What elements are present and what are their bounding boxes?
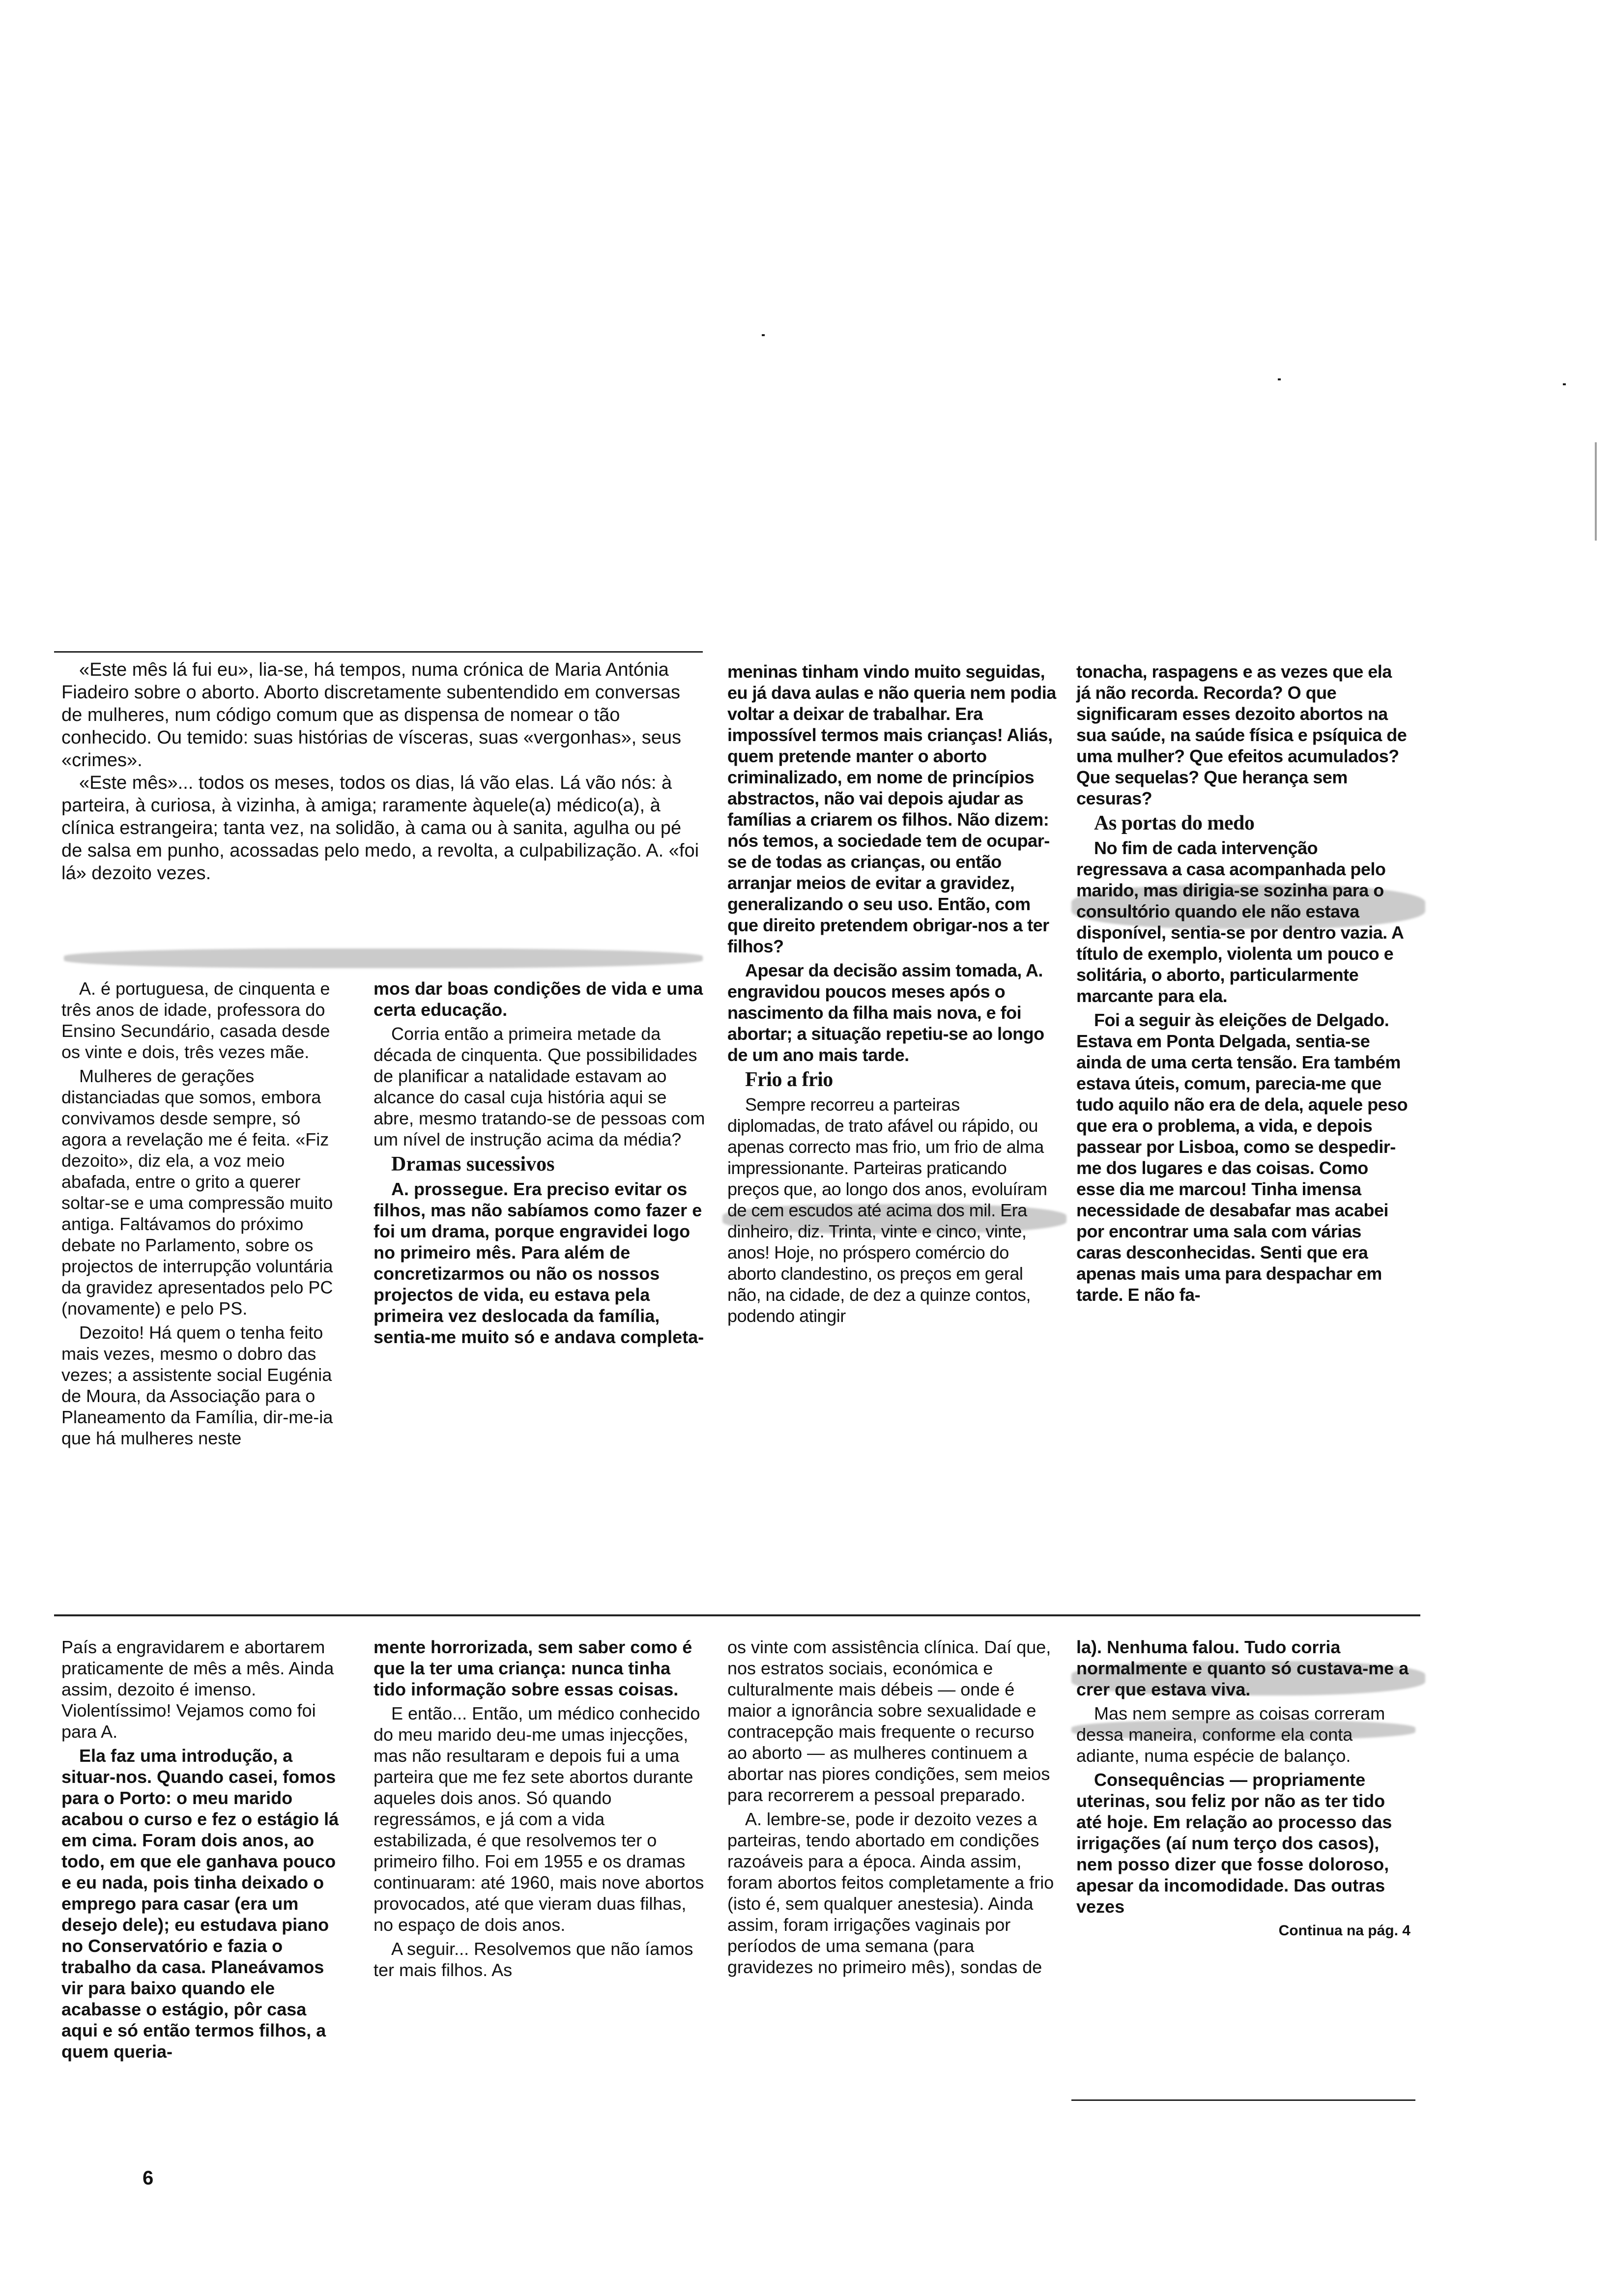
col2-top-p1: Corria então a primeira metade da década de cinquenta. Que possibilidades de planificar a natalidade estavam ao alcance do casal cuja história aqui se abre, mesmo tratando-se de pessoas com um nível de instrução acima da média? [374, 1024, 705, 1149]
col1-top-p2: Mulheres de gerações distanciadas que somos, embora convivamos desde sempre, só agora a revelação me é feita. «Fiz dezoito», diz ela, a voz meio abafada, entre o grito a querer soltar-se e uma compressão muito antiga. Faltávamos do próximo debate no Parlamento, sobre os projectos de interrupção voluntária da gravidez apresentados pelo PC (novamente) e pelo PS. [61, 1066, 333, 1319]
scan-edge-line [1595, 442, 1597, 541]
col3-bot-p1: os vinte com assistência clínica. Daí que, nos estratos sociais, económica e culturalmente mais débeis — onde é maior a ignorância sobre sexualidade e contracepção mais frequente o recurso ao aborto — as mulheres continuem a abortar nas piores condições, sem meios para recorrerem a pessoal preparado. [727, 1637, 1051, 1805]
col1-top-p3: Dezoito! Há quem o tenha feito mais vezes, mesmo o dobro das vezes; a assistente social Eugénia de Moura, da Associação para o Planeamento da Família, dir-me-ia que há mulheres neste [61, 1322, 333, 1448]
col3-bot-p2: A. lembre-se, pode ir dezoito vezes a parteiras, tendo abortado em condições razoáveis para a época. Ainda assim, foram abortos feitos completamente a frio (isto é, sem qualquer anestesia). Ainda assim, foram irrigações vaginais por períodos de uma semana (para gravidezes no primeiro mês), sondas de [727, 1809, 1054, 1977]
col3-top-p1: meninas tinham vindo muito seguidas, eu já dava aulas e não queria nem podia voltar a deixar de trabalhar. Era impossível termos mais crianças! Aliás, quem pretende manter o aborto criminalizado, em nome de princípios abstractos, não vai depois ajudar as famílias a criarem os filhos. Não dizem: nós temos, a sociedade tem de ocupar-se de todas as crianças, ou então arranjar meios de evitar a gravidez, generalizando o seu uso. Então, com que direito pretendem obrigar-nos a ter filhos? [727, 661, 1056, 956]
col2-top-lead: mos dar boas condições de vida e uma certa educação. [374, 978, 703, 1020]
scan-smudge [1071, 885, 1425, 929]
top-rule [54, 651, 703, 653]
col2-top-p2: A. prossegue. Era preciso evitar os filhos, mas não sabíamos como fazer e foi um drama, porque engravidei logo no primeiro mês. Para além de concretizarmos ou não os nossos projectos de vida, eu estava pela primeira vez deslocada da família, sentia-me muito só e andava completa- [374, 1179, 704, 1347]
bottom-rule [1071, 2099, 1415, 2101]
col2-bot-p2: E então... Então, um médico conhecido do meu marido deu-me umas injecções, mas não resultaram e depois fui a uma parteira que me fez sete abortos durante aqueles dois anos. Só quando regressámos, e já com a vida estabilizada, é que resolvemos ter o primeiro filho. Foi em 1955 e os dramas continuaram: até 1960, mais nove abortos provocados, até que vieram duas filhas, no espaço de dois anos. [374, 1703, 704, 1935]
scan-smudge [1071, 1720, 1415, 1740]
scan-speck [762, 334, 765, 336]
page-number: 6 [143, 2167, 154, 2189]
col4-top-p2: No fim de cada intervenção regressava a casa acompanhada pelo marido, mas dirigia-se sozinha para o consultório quando ele não estava disponível, sentia-se por dentro vazia. A título de exemplo, violenta um pouco e solitária, o aborto, particularmente marcante para ela. [1076, 838, 1403, 1006]
col1-top-p1: A. é portuguesa, de cinquenta e três anos de idade, professora do Ensino Secundário, casada desde os vinte e dois, três vezes mãe. [61, 978, 330, 1062]
section-heading-portas: As portas do medo [1094, 812, 1255, 834]
col4-top-p1: tonacha, raspagens e as vezes que ela já não recorda. Recorda? O que significaram esses dezoito abortos na sua saúde, na saúde física e psíquica de uma mulher? Que efeitos acumulados? Que sequelas? Que herança sem cesuras? [1076, 661, 1407, 808]
scan-speck [1563, 383, 1566, 385]
scan-smudge [1071, 1661, 1425, 1695]
col2-bot-p1: mente horrorizada, sem saber como é que la ter uma criança: nunca tinha tido informação sobre essas coisas. [374, 1637, 692, 1699]
col2-bot-p3: A seguir... Resolvemos que não íamos ter mais filhos. As [374, 1939, 693, 1980]
intro-text [61, 659, 700, 885]
col4-bot-p2: Mas nem sempre as coisas correram dessa maneira, conforme ela conta adiante, numa espécie de balanço. [1076, 1703, 1385, 1766]
col3-top-p2: Apesar da decisão assim tomada, A. engravidou poucos meses após o nascimento da filha mais nova, e foi abortar; a situação repetiu-se ao longo de um ano mais tarde. [727, 960, 1044, 1065]
section-heading-frio: Frio a frio [745, 1068, 833, 1091]
col4-bot-p3: Consequências — propriamente uterinas, sou feliz por não as ter tido até hoje. Em relação ao processo das irrigações (aí num terço dos casos), nem posso dizer que fosse doloroso, apesar da incomodidade. Das outras vezes [1076, 1770, 1392, 1917]
continued-notice: Continua na pág. 4 [1278, 1923, 1410, 1939]
column-1-top [61, 978, 342, 1452]
scan-speck [1278, 378, 1281, 380]
col4-top-p3: Foi a seguir às eleições de Delgado. Estava em Ponta Delgada, sentia-se ainda de uma certa tensão. Era também estava úteis, comum, parecia-me que tudo aquilo não era de dela, aquele peso que era o problema, a vida, e depois passear por Lisboa, como se despedir-me dos lugares e das coisas. Como esse dia me marcou! Tinha imensa necessidade de desabafar mas acabei por encontrar uma sala com várias caras desconhecidas. Senti que era apenas mais uma para despachar em tarde. E não fa- [1076, 1010, 1408, 1305]
col4-bot-p1: la). Nenhuma falou. Tudo corria normalmente e quanto só custava-me a crer que estava viva. [1076, 1637, 1409, 1699]
section-divider [54, 1614, 1420, 1616]
scan-smudge [64, 948, 703, 968]
intro-paragraph-2: «Este mês»... todos os meses, todos os dias, lá vão elas. Lá vão nós: à parteira, à curiosa, à vizinha, à amiga; raramente àquele(a) médico(a), à clínica estrangeira; tanta vez, na solidão, à cama ou à sanita, agulha ou pé de salsa em punho, acossadas pelo medo, a revolta, a culpabilização. A. «foi lá» dezoito vezes. [61, 773, 699, 884]
section-heading-dramas: Dramas sucessivos [391, 1153, 555, 1176]
column-3-bottom [727, 1636, 1057, 1980]
intro-paragraph-1: «Este mês lá fui eu», lia-se, há tempos, numa crónica de Maria Antónia Fiadeiro sobre o aborto. Aborto discretamente subentendido em conversas de mulheres, num código comum que as dispensa de nomear o tão conhecido. Ou temido: suas histórias de vísceras, suas «vergonhas», seus «crimes». [61, 660, 682, 771]
column-4-top [1076, 661, 1410, 1308]
column-2-top [374, 978, 708, 1350]
column-1-bottom [61, 1636, 342, 2065]
col1-bot-p2: Ela faz uma introdução, a situar-nos. Quando casei, fomos para o Porto: o meu marido acabou o curso e fez o estágio lá em cima. Foram dois anos, ao todo, em que ele ganhava pouco e eu nada, pois tinha deixado o emprego para casar (era um desejo dele); eu estudava piano no Conservatório e fazia o trabalho da casa. Planeávamos vir para baixo quando ele acabasse o estágio, pôr casa aqui e só então termos filhos, a quem queria- [61, 1746, 339, 2062]
col1-bot-p1: País a engravidarem e abortarem praticamente de mês a mês. Ainda assim, dezoito é imenso. Violentíssimo! Vejamos como foi para A. [61, 1637, 334, 1742]
col3-top-p3: Sempre recorreu a parteiras diplomadas, de trato afável ou rápido, ou apenas correcto mas frio, um frio de alma impressionante. Parteiras praticando preços que, ao longo dos anos, evoluíram de cem escudos até acima dos mil. Era dinheiro, diz. Trinta, vinte e cinco, vinte, anos! Hoje, no próspero comércio do aborto clandestino, os preços em geral não, na cidade, de dez a quinze contos, podendo atingir [727, 1094, 1047, 1326]
column-2-bottom [374, 1636, 708, 1983]
scan-smudge [722, 1204, 1066, 1234]
